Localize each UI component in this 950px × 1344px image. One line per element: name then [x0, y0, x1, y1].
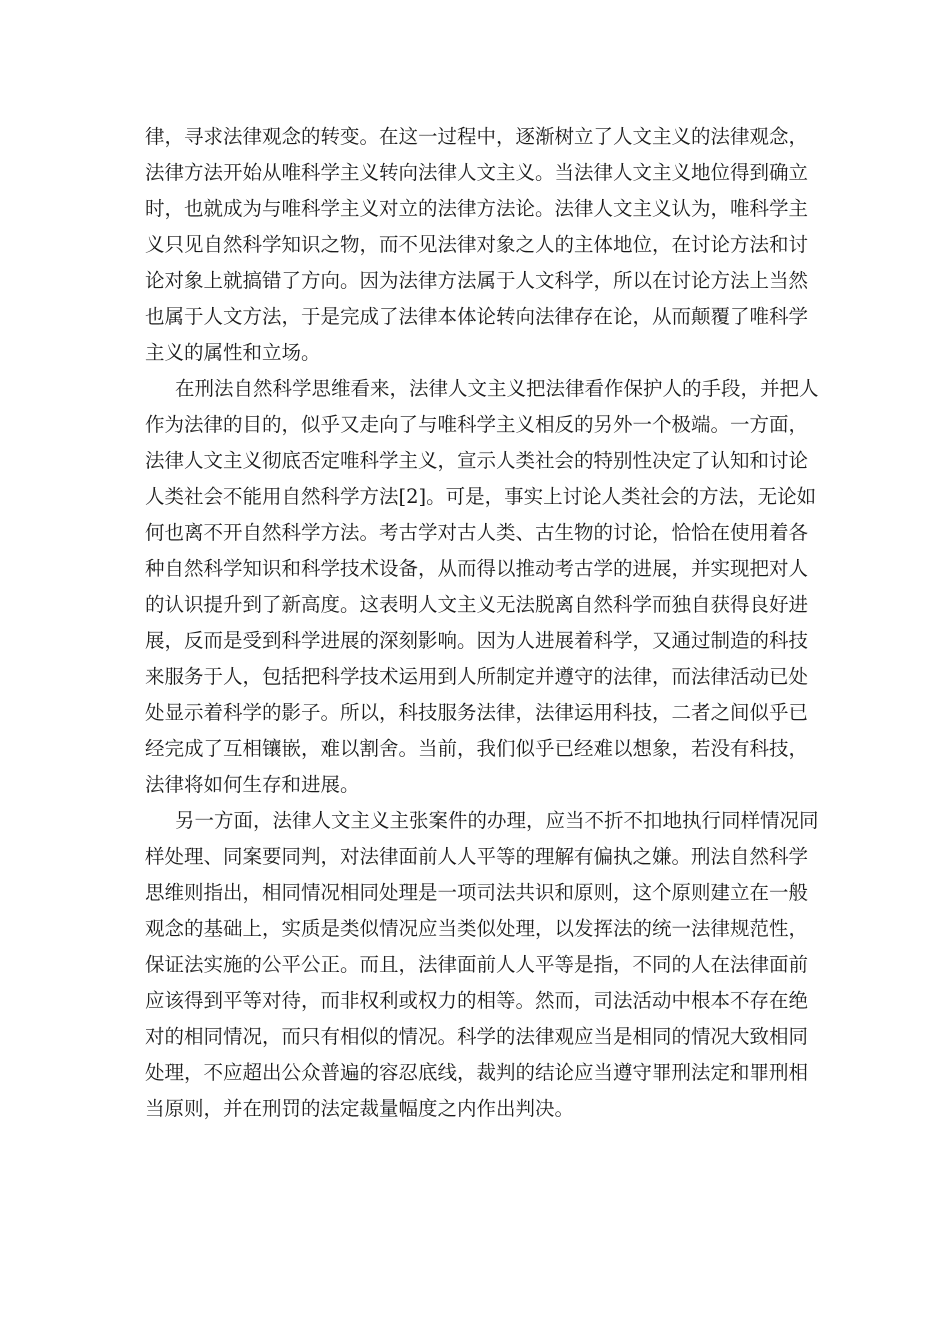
- paragraph-2-line-11: 经完成了互相镶嵌，难以割舍。当前，我们似乎已经难以想象，若没有科技，: [145, 737, 809, 760]
- paragraph-2-line-1: 在刑法自然科学思维看来，法律人文主义把法律看作保护人的手段，并把人: [175, 377, 819, 400]
- paragraph-1-line-5: 论对象上就搞错了方向。因为法律方法属于人文科学，所以在讨论方法上当然: [145, 269, 809, 292]
- paragraph-2-line-6: 种自然科学知识和科学技术设备，从而得以推动考古学的进展，并实现把对人: [145, 557, 809, 580]
- paragraph-1-line-6: 也属于人文方法，于是完成了法律本体论转向法律存在论，从而颠覆了唯科学: [145, 305, 809, 328]
- paragraph-1-line-4: 义只见自然科学知识之物，而不见法律对象之人的主体地位，在讨论方法和讨: [145, 233, 809, 256]
- paragraph-3-line-6: 应该得到平等对待，而非权利或权力的相等。然而，司法活动中根本不存在绝: [145, 989, 809, 1012]
- paragraph-1-line-1: 律，寻求法律观念的转变。在这一过程中，逐渐树立了人文主义的法律观念，: [145, 125, 809, 148]
- paragraph-3-line-3: 思维则指出，相同情况相同处理是一项司法共识和原则，这个原则建立在一般: [145, 881, 809, 904]
- paragraph-3-line-9: 当原则，并在刑罚的法定裁量幅度之内作出判决。: [145, 1097, 575, 1120]
- paragraph-2-line-5: 何也离不开自然科学方法。考古学对古人类、古生物的讨论，恰恰在使用着各: [145, 521, 809, 544]
- paragraph-2-line-12: 法律将如何生存和进展。: [145, 773, 360, 796]
- paragraph-3-line-5: 保证法实施的公平公正。而且，法律面前人人平等是指，不同的人在法律面前: [145, 953, 809, 976]
- paragraph-2-line-4: 人类社会不能用自然科学方法[2]。可是，事实上讨论人类社会的方法，无论如: [145, 485, 817, 508]
- paragraph-2-line-10: 处显示着科学的影子。所以，科技服务法律，法律运用科技，二者之间似乎已: [145, 701, 809, 724]
- paragraph-2-line-9: 来服务于人，包括把科学技术运用到人所制定并遵守的法律，而法律活动已处: [145, 665, 809, 688]
- paragraph-2-line-3: 法律人文主义彻底否定唯科学主义，宣示人类社会的特别性决定了认知和讨论: [145, 449, 809, 472]
- paragraph-3-line-7: 对的相同情况，而只有相似的情况。科学的法律观应当是相同的情况大致相同: [145, 1025, 809, 1048]
- paragraph-2-line-7: 的认识提升到了新高度。这表明人文主义无法脱离自然科学而独自获得良好进: [145, 593, 809, 616]
- paragraph-1-line-7: 主义的属性和立场。: [145, 341, 321, 364]
- paragraph-2-line-8: 展，反而是受到科学进展的深刻影响。因为人进展着科学，又通过制造的科技: [145, 629, 809, 652]
- paragraph-1-line-2: 法律方法开始从唯科学主义转向法律人文主义。当法律人文主义地位得到确立: [145, 161, 809, 184]
- paragraph-3-line-4: 观念的基础上，实质是类似情况应当类似处理，以发挥法的统一法律规范性，: [145, 917, 809, 940]
- paragraph-1-line-3: 时，也就成为与唯科学主义对立的法律方法论。法律人文主义认为，唯科学主: [145, 197, 809, 220]
- paragraph-3-line-1: 另一方面，法律人文主义主张案件的办理，应当不折不扣地执行同样情况同: [175, 809, 819, 832]
- paragraph-3-line-8: 处理，不应超出公众普遍的容忍底线，裁判的结论应当遵守罪刑法定和罪刑相: [145, 1061, 809, 1084]
- paragraph-3-line-2: 样处理、同案要同判，对法律面前人人平等的理解有偏执之嫌。刑法自然科学: [145, 845, 809, 868]
- paragraph-2-line-2: 作为法律的目的，似乎又走向了与唯科学主义相反的另外一个极端。一方面，: [145, 413, 809, 436]
